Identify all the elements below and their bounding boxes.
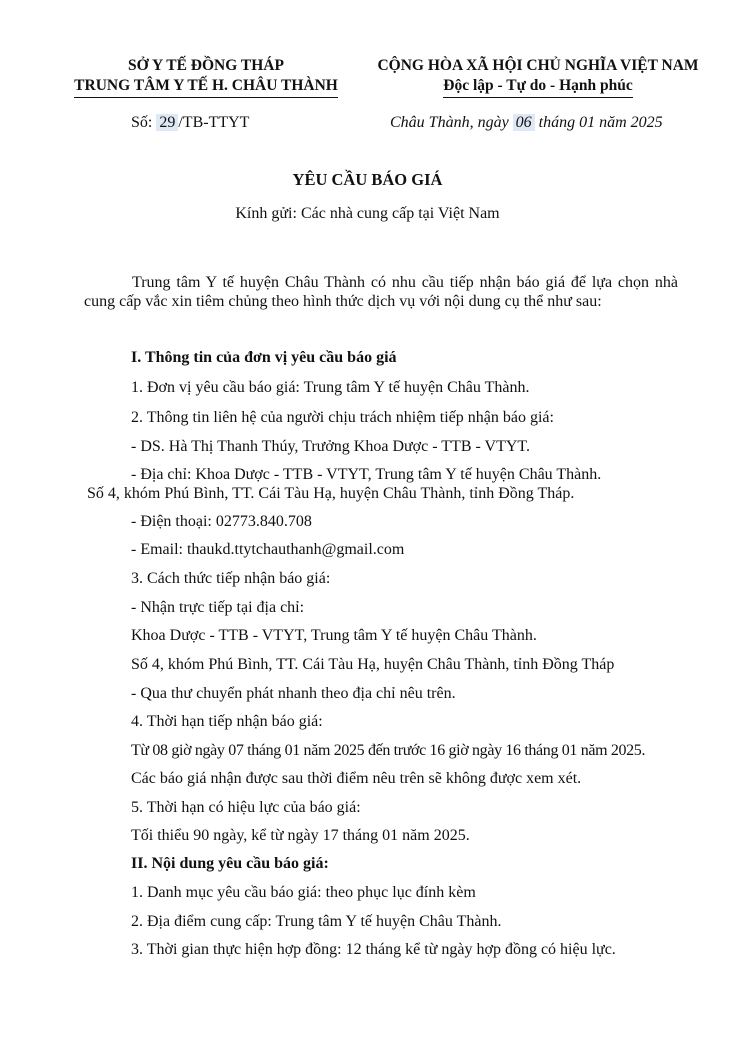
s1-line: Từ 08 giờ ngày 07 tháng 01 năm 2025 đến trước 16 giờ ngày 16 tháng 01 năm 2025.: [131, 742, 646, 759]
issuer-center: TRUNG TÂM Y TẾ H. CHÂU THÀNH: [74, 76, 338, 98]
s1-line: 5. Thời hạn có hiệu lực của báo giá:: [131, 799, 361, 816]
s1-line: 1. Đơn vị yêu cầu báo giá: Trung tâm Y tế huyện Châu Thành.: [131, 379, 530, 396]
issuer-block: [56, 56, 356, 98]
document-number: Số: 29 /TB-TTYT: [131, 114, 250, 131]
s1-line: - Nhận trực tiếp tại địa chỉ:: [131, 599, 305, 616]
s2-line: 2. Địa điểm cung cấp: Trung tâm Y tế huyện Châu Thành.: [131, 913, 502, 930]
s1-line: Các báo giá nhận được sau thời điểm nêu trên sẽ không được xem xét.: [131, 770, 582, 787]
national-motto-block: [360, 56, 716, 98]
s2-line: 1. Danh mục yêu cầu báo giá: theo phục lục đính kèm: [131, 884, 476, 901]
s1-line: Số 4, khóm Phú Bình, TT. Cái Tàu Hạ, huyện Châu Thành, tỉnh Đồng Tháp: [131, 656, 615, 673]
s1-line: - Địa chỉ: Khoa Dược - TTB - VTYT, Trung tâm Y tế huyện Châu Thành.: [131, 466, 602, 483]
motto: Độc lập - Tự do - Hạnh phúc: [443, 76, 632, 98]
s1-line: 2. Thông tin liên hệ của người chịu trách nhiệm tiếp nhận báo giá:: [131, 409, 554, 426]
s1-line: Số 4, khóm Phú Bình, TT. Cái Tàu Hạ, huyện Châu Thành, tỉnh Đồng Tháp.: [87, 485, 575, 502]
recipient-line: Kính gửi: Các nhà cung cấp tại Việt Nam: [235, 205, 500, 222]
s1-line: Tối thiểu 90 ngày, kể từ ngày 17 tháng 01 năm 2025.: [131, 827, 470, 844]
s1-line: - Điện thoại: 02773.840.708: [131, 513, 312, 530]
s1-line: Khoa Dược - TTB - VTYT, Trung tâm Y tế huyện Châu Thành.: [131, 627, 537, 644]
intro-paragraph: Trung tâm Y tế huyện Châu Thành có nhu cầu tiếp nhận báo giá để lựa chọn nhà cung cấp vắc xin tiêm chủng theo hình thức dịch vụ với nội dung cụ thể như sau:: [84, 274, 678, 310]
document-title: YÊU CẦU BÁO GIÁ: [292, 170, 443, 189]
issuer-department: SỞ Y TẾ ĐỒNG THÁP: [128, 57, 284, 74]
section-2-heading: II. Nội dung yêu cầu báo giá:: [131, 855, 329, 872]
section-1-heading: I. Thông tin của đơn vị yêu cầu báo giá: [131, 349, 397, 366]
country-name: CỘNG HÒA XÃ HỘI CHỦ NGHĨA VIỆT NAM: [377, 57, 699, 74]
document-date-day: 06: [513, 114, 535, 131]
s1-line: 3. Cách thức tiếp nhận báo giá:: [131, 570, 331, 587]
document-date: Châu Thành, ngày 06 tháng 01 năm 2025: [390, 114, 663, 131]
document-number-value: 29: [156, 114, 178, 131]
s1-line: - Qua thư chuyển phát nhanh theo địa chỉ nêu trên.: [131, 685, 456, 702]
s2-line: 3. Thời gian thực hiện hợp đồng: 12 tháng kể từ ngày hợp đồng có hiệu lực.: [131, 941, 616, 958]
s1-email-line: - Email: thaukd.ttytchauthanh@gmail.com: [131, 541, 405, 558]
s1-line: - DS. Hà Thị Thanh Thúy, Trưởng Khoa Dược - TTB - VTYT.: [131, 438, 530, 455]
s1-line: 4. Thời hạn tiếp nhận báo giá:: [131, 713, 323, 730]
